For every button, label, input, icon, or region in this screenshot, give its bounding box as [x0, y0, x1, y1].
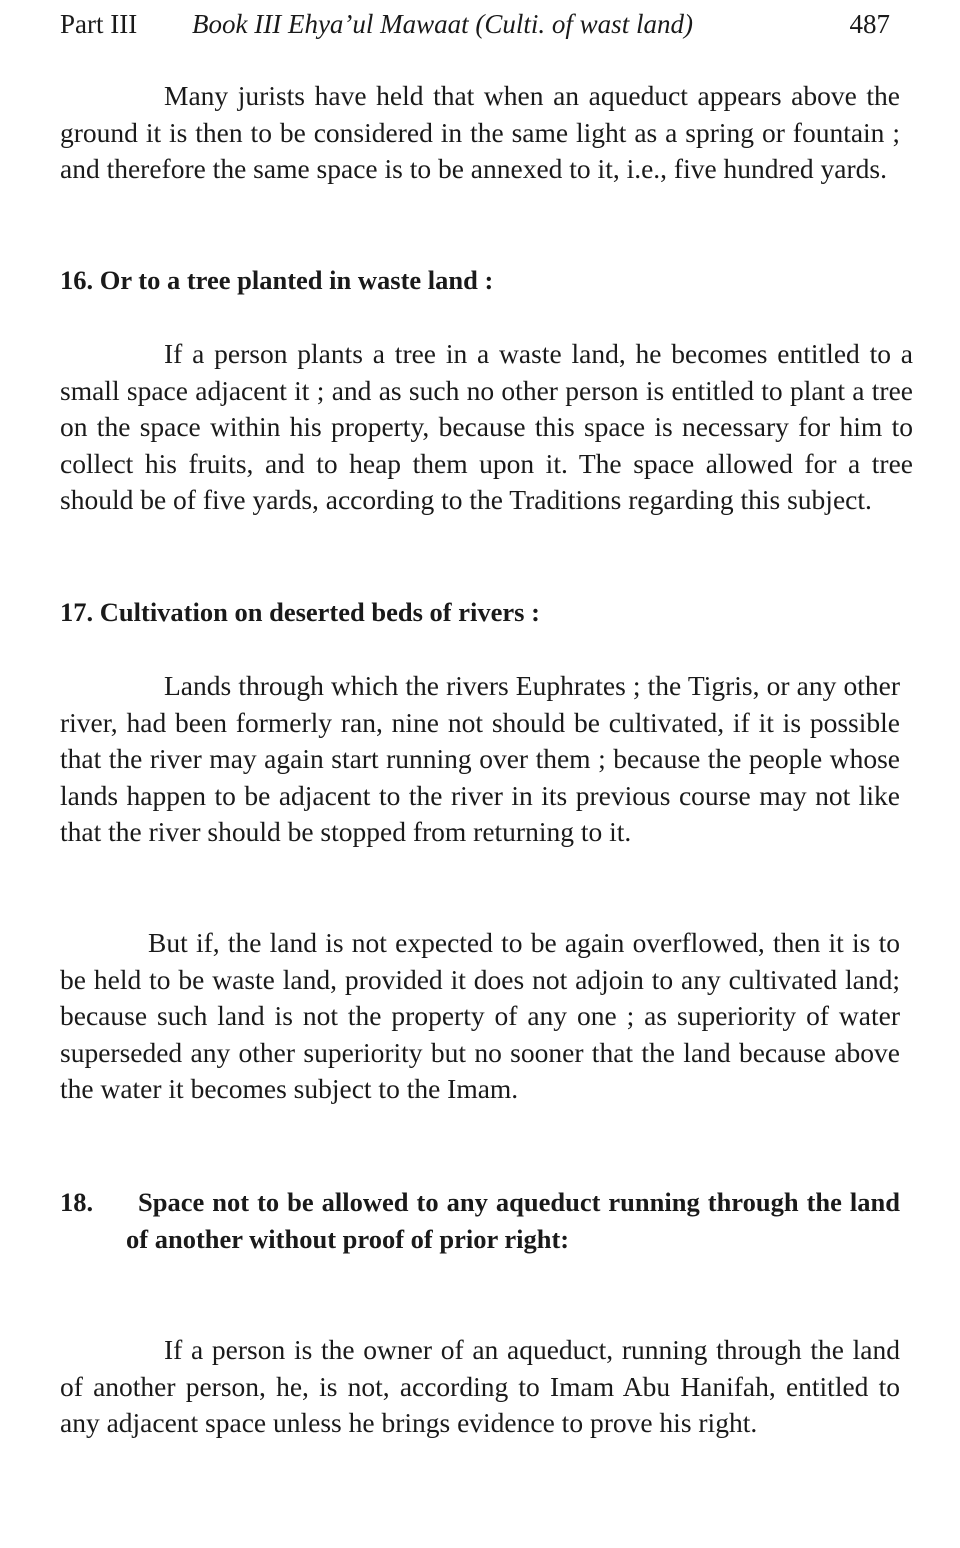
heading-18-text: Space not to be allowed to any aqueduct running through the land of another without proof of prior right: — [126, 1187, 900, 1254]
paragraph-aqueduct-owner: If a person is the owner of an aqueduct, running through the land of another person, he, is not, according to Imam Abu Hanifah, entitled to any adjacent space unless he brings evidence to prove his right. — [60, 1334, 900, 1439]
paragraph-waste-land: But if, the land is not expected to be again overflowed, then it is to be held to be waste land, provided it does not adjoin to any cultivated land; because such land is not the property of any one ; as superiority of water superseded any other superiority but no sooner that the land because above the water it becomes subject to the Imam. — [60, 927, 900, 1105]
paragraph-tree-space: If a person plants a tree in a waste land, he becomes entitled to a small space adjacent it ; and as such no other person is entitled to plant a tree on the space within his property, because this space is necessary for him to collect his fruits, and to heap them upon it. The space allowed for a tree should be of five yards, according to the Traditions regarding this subject. — [60, 338, 913, 516]
heading-18 — [60, 1184, 900, 1294]
page-header — [60, 4, 890, 44]
header-part: Part III — [60, 9, 138, 39]
heading-17: 17. Cultivation on deserted beds of rivers : — [60, 597, 540, 627]
heading-16: 16. Or to a tree planted in waste land : — [60, 265, 494, 295]
page-number: 487 — [849, 9, 890, 39]
header-book-title: Book III Ehya’ul Mawaat (Culti. of wast land) — [192, 9, 693, 39]
paragraph-river-beds: Lands through which the rivers Euphrates ; the Tigris, or any other river, had been formerly ran, nine not should be cultivated, if it is possible that the river may again start running over them ; because the people whose lands happen to be adjacent to the river in its previous course may not like that the river should be stopped from returning to it. — [60, 670, 900, 848]
paragraph-aqueduct-spring: Many jurists have held that when an aqueduct appears above the ground it is then to be considered in the same light as a spring or fountain ; and therefore the same space is to be annexed to it, i.e., five hundred yards. — [60, 80, 900, 185]
heading-18-number: 18. — [60, 1187, 94, 1217]
